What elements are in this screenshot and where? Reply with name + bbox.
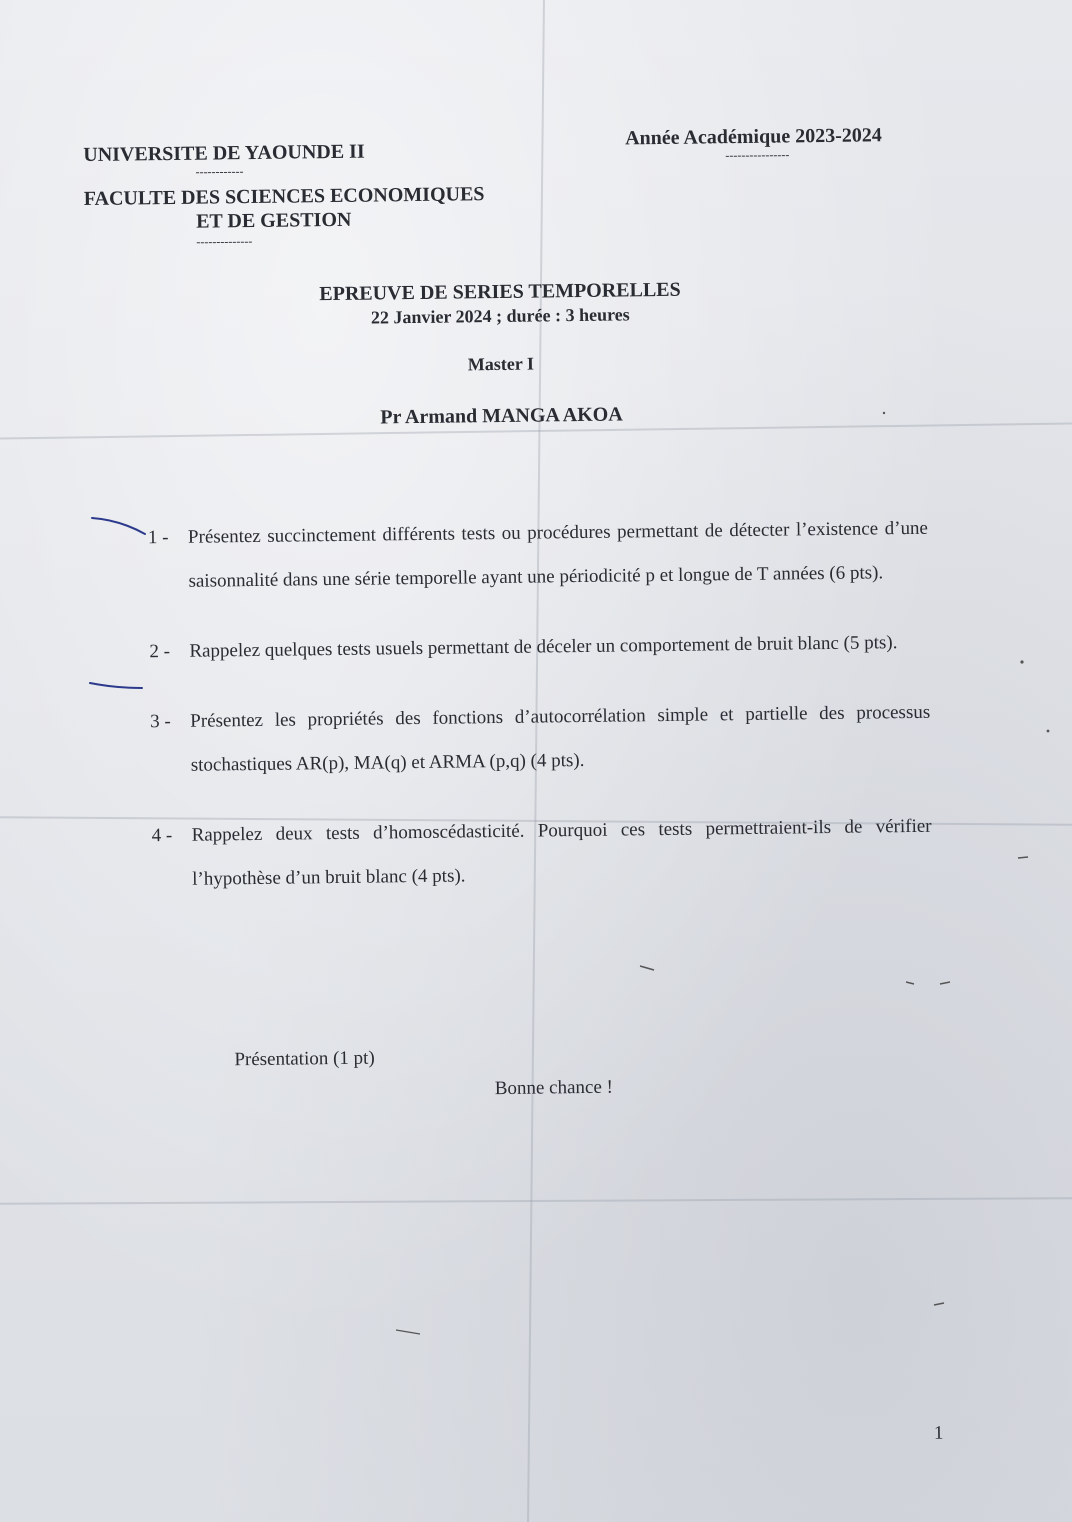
university-name: UNIVERSITE DE YAOUNDE II [83, 140, 365, 167]
presentation-points: Présentation (1 pt) [234, 1047, 375, 1071]
academic-year: Année Académique 2023-2024 [625, 124, 882, 150]
exam-level: Master I [467, 353, 535, 375]
question-number: 4 - [151, 825, 173, 847]
page-number: 1 [933, 1422, 944, 1444]
question-text: Présentez les propriétés des fonctions d’autocorrélation simple et partielle des processus stochastiques AR(p), MA(q) et ARMA (p,q) (4 pts). [190, 701, 931, 776]
question-text: Rappelez quelques tests usuels permettant de déceler un comportement de bruit blanc (5 pts). [189, 632, 898, 662]
question-number: 3 - [150, 711, 171, 733]
question-2 [149, 621, 929, 675]
exam-title-block [295, 277, 707, 430]
question-number: 2 - [149, 641, 171, 663]
academic-year-block [625, 123, 882, 162]
exam-title: EPREUVE DE SERIES TEMPORELLES [319, 278, 681, 306]
institution-header [83, 138, 485, 249]
question-3 [150, 691, 931, 789]
faculty-underline: -------------- [196, 233, 253, 249]
faculty-line-1: FACULTE DES SCIENCES ECONOMIQUES [83, 183, 485, 211]
question-text: Rappelez deux tests d’homoscédasticité. Pourquoi ces tests permettraient-ils de vérifier l’hypothèse d’un bruit blanc (4 pts). [191, 815, 932, 890]
question-4 [151, 805, 932, 903]
faculty-name [84, 182, 485, 235]
faculty-line-2: ET DE GESTION [195, 208, 352, 233]
professor-name: Pr Armand MANGA AKOA [380, 403, 623, 429]
question-number: 1 - [147, 527, 169, 549]
closing-wish: Bonne chance ! [494, 1076, 614, 1100]
university-underline: ------------ [195, 164, 244, 179]
question-text: Présentez succinctement différents tests ou procédures permettant de détecter l’existence d’une saisonnalité dans une série temporelle ayant une périodicité p et longue de T années (6 pts). [187, 517, 929, 592]
exam-date-duration: 22 Janvier 2024 ; durée : 3 heures [370, 304, 630, 328]
question-1 [148, 507, 929, 605]
academic-year-underline: ---------------- [725, 147, 790, 163]
question-list [148, 507, 933, 903]
